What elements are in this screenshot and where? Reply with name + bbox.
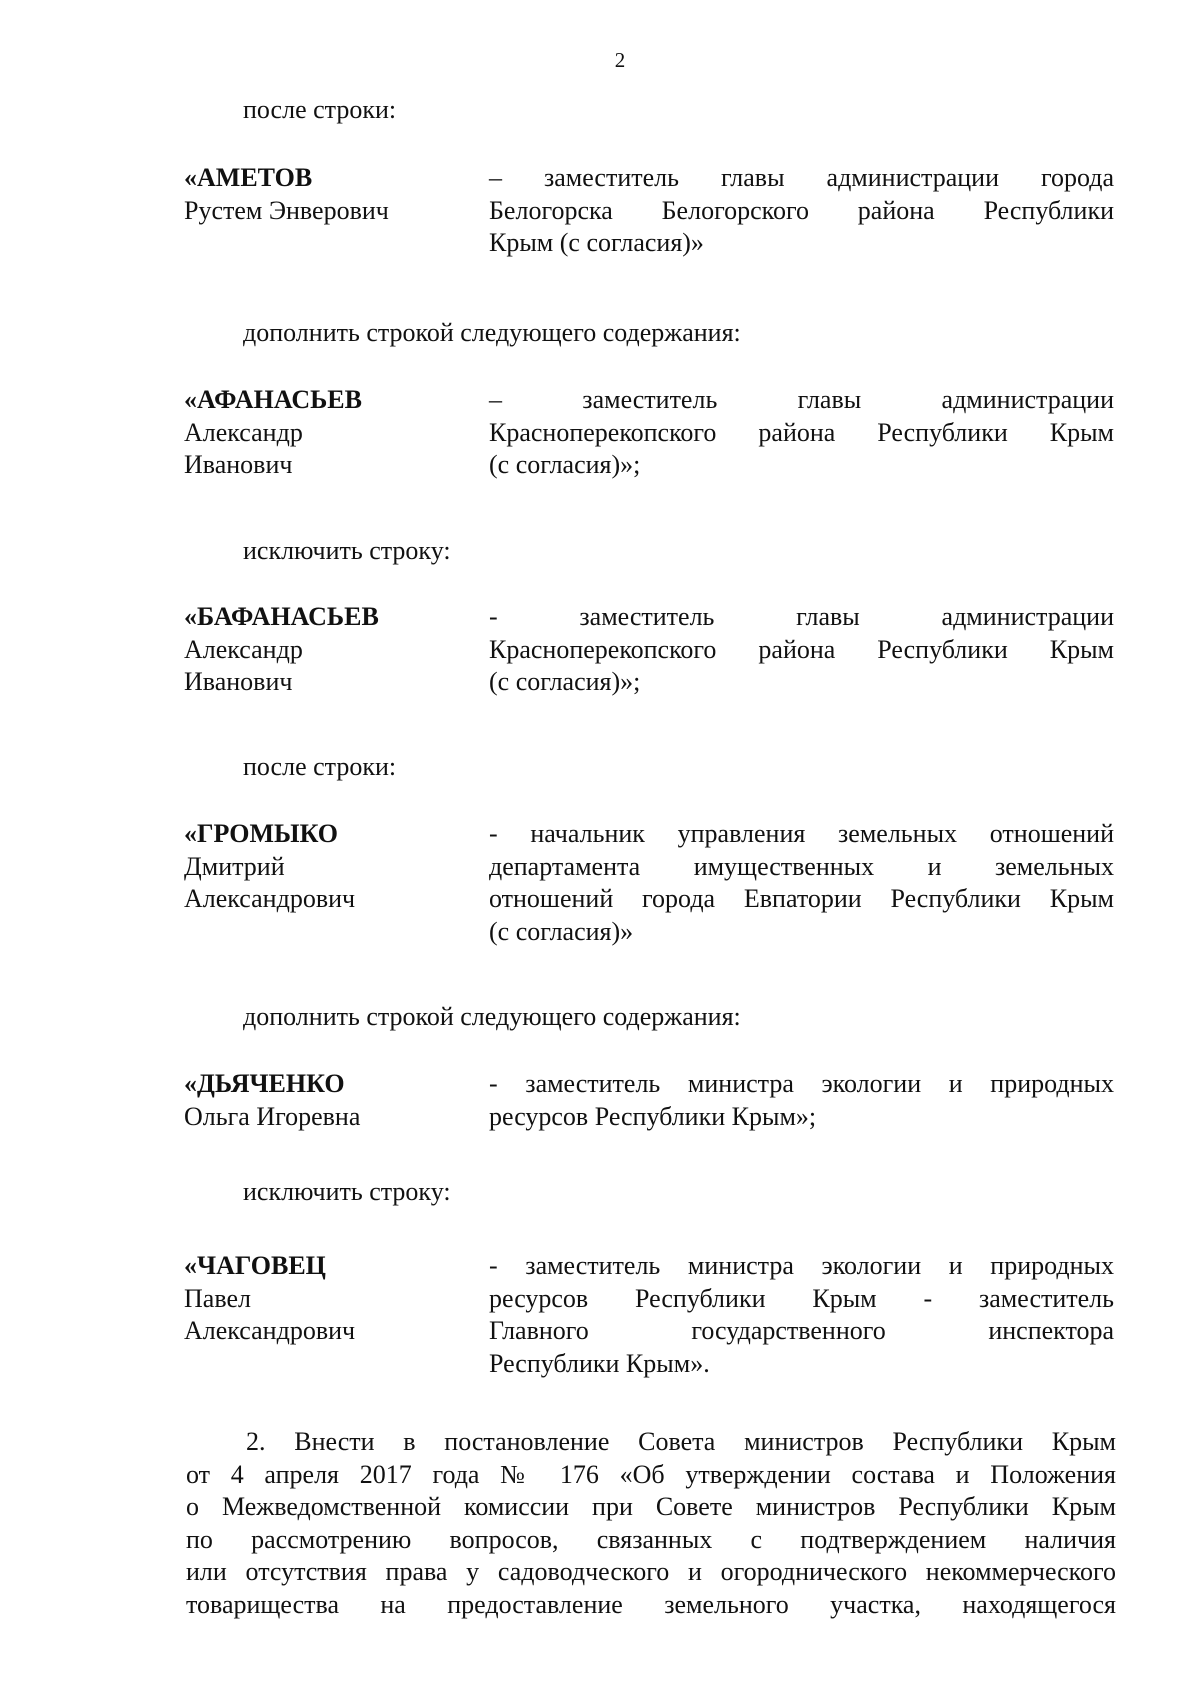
member-given-name: Павел: [184, 1283, 251, 1313]
member-name: [184, 162, 489, 260]
instruction-add-line: дополнить строкой следующего содержания:: [243, 1002, 741, 1031]
instruction-add-line: дополнить строкой следующего содержания:: [243, 318, 741, 347]
member-patronymic: Александрович: [184, 884, 356, 913]
position-line: - начальник управления земельных отношений: [489, 819, 1114, 848]
paragraph-line: 2. Внести в постановление Совета министров Республики Крым: [246, 1427, 1116, 1456]
member-name: [184, 818, 489, 948]
position-line: - заместитель министра экологии и природных: [489, 1251, 1114, 1280]
position-line: Крым (с согласия)»: [489, 228, 704, 257]
member-position: [489, 162, 1114, 260]
member-surname: «АМЕТОВ: [184, 163, 313, 192]
position-line: – заместитель главы администрации: [489, 385, 1114, 414]
instruction-after-line: после строки:: [243, 95, 397, 124]
member-given-name: Дмитрий: [184, 851, 285, 881]
member-surname: «ДЬЯЧЕНКО: [184, 1069, 345, 1098]
position-line: ресурсов Республики Крым»;: [489, 1101, 817, 1131]
position-line: Красноперекопского района Республики Крым: [489, 417, 1114, 447]
member-position: [489, 601, 1114, 699]
page-number: 2: [614, 48, 626, 72]
member-entry-bafanasyev: [184, 601, 1114, 699]
position-line: Белогорска Белогорского района Республики: [489, 195, 1114, 225]
member-surname: «АФАНАСЬЕВ: [184, 385, 362, 414]
member-entry-ametov: [184, 162, 1114, 260]
member-surname: «БАФАНАСЬЕВ: [184, 602, 379, 631]
instruction-remove-line: исключить строку:: [243, 536, 451, 565]
member-name: [184, 1250, 489, 1380]
member-given-name: Александр: [184, 417, 303, 447]
position-line: Красноперекопского района Республики Крым: [489, 634, 1114, 664]
instruction-after-line: после строки:: [243, 752, 397, 781]
member-surname: «ГРОМЫКО: [184, 819, 338, 848]
instruction-remove-line: исключить строку:: [243, 1177, 451, 1206]
member-given-name: Ольга Игоревна: [184, 1101, 361, 1131]
member-patronymic: Иванович: [184, 667, 293, 696]
member-entry-chagovets: [184, 1250, 1114, 1380]
position-line: (с согласия)»: [489, 916, 634, 946]
member-name: [184, 384, 489, 482]
member-position: [489, 1068, 1114, 1133]
member-given-name: Александр: [184, 634, 303, 664]
member-name: [184, 601, 489, 699]
position-line: - заместитель министра экологии и природных: [489, 1069, 1114, 1098]
position-line: Главного государственного инспектора: [489, 1316, 1114, 1345]
position-line: департамента имущественных и земельных: [489, 851, 1114, 881]
position-line: ресурсов Республики Крым - заместитель: [489, 1283, 1114, 1313]
member-position: [489, 1250, 1114, 1380]
member-entry-afanasyev: [184, 384, 1114, 482]
position-line: - заместитель главы администрации: [489, 602, 1114, 631]
position-line: Республики Крым».: [489, 1348, 710, 1378]
paragraph-line: или отсутствия права у садоводческого и огороднического некоммерческого: [186, 1557, 1116, 1586]
member-entry-dyachenko: [184, 1068, 1114, 1133]
member-surname: «ЧАГОВЕЦ: [184, 1251, 326, 1280]
paragraph-item-2: [186, 1426, 1116, 1621]
member-given-name: Рустем Энверович: [184, 195, 389, 225]
position-line: отношений города Евпатории Республики Крым: [489, 884, 1114, 913]
member-position: [489, 818, 1114, 948]
paragraph-line: товарищества на предоставление земельного участка, находящегося: [186, 1589, 1116, 1619]
position-line: – заместитель главы администрации города: [489, 163, 1114, 192]
member-patronymic: Иванович: [184, 450, 293, 479]
member-entry-gromyko: [184, 818, 1114, 948]
position-line: (с согласия)»;: [489, 450, 641, 479]
member-name: [184, 1068, 489, 1133]
paragraph-line: по рассмотрению вопросов, связанных с подтверждением наличия: [186, 1524, 1116, 1554]
paragraph-line: о Межведомственной комиссии при Совете министров Республики Крым: [186, 1492, 1116, 1521]
member-patronymic: Александрович: [184, 1316, 356, 1345]
member-position: [489, 384, 1114, 482]
position-line: (с согласия)»;: [489, 667, 641, 696]
paragraph-line: от 4 апреля 2017 года № 176 «Об утверждении состава и Положения: [186, 1459, 1116, 1489]
